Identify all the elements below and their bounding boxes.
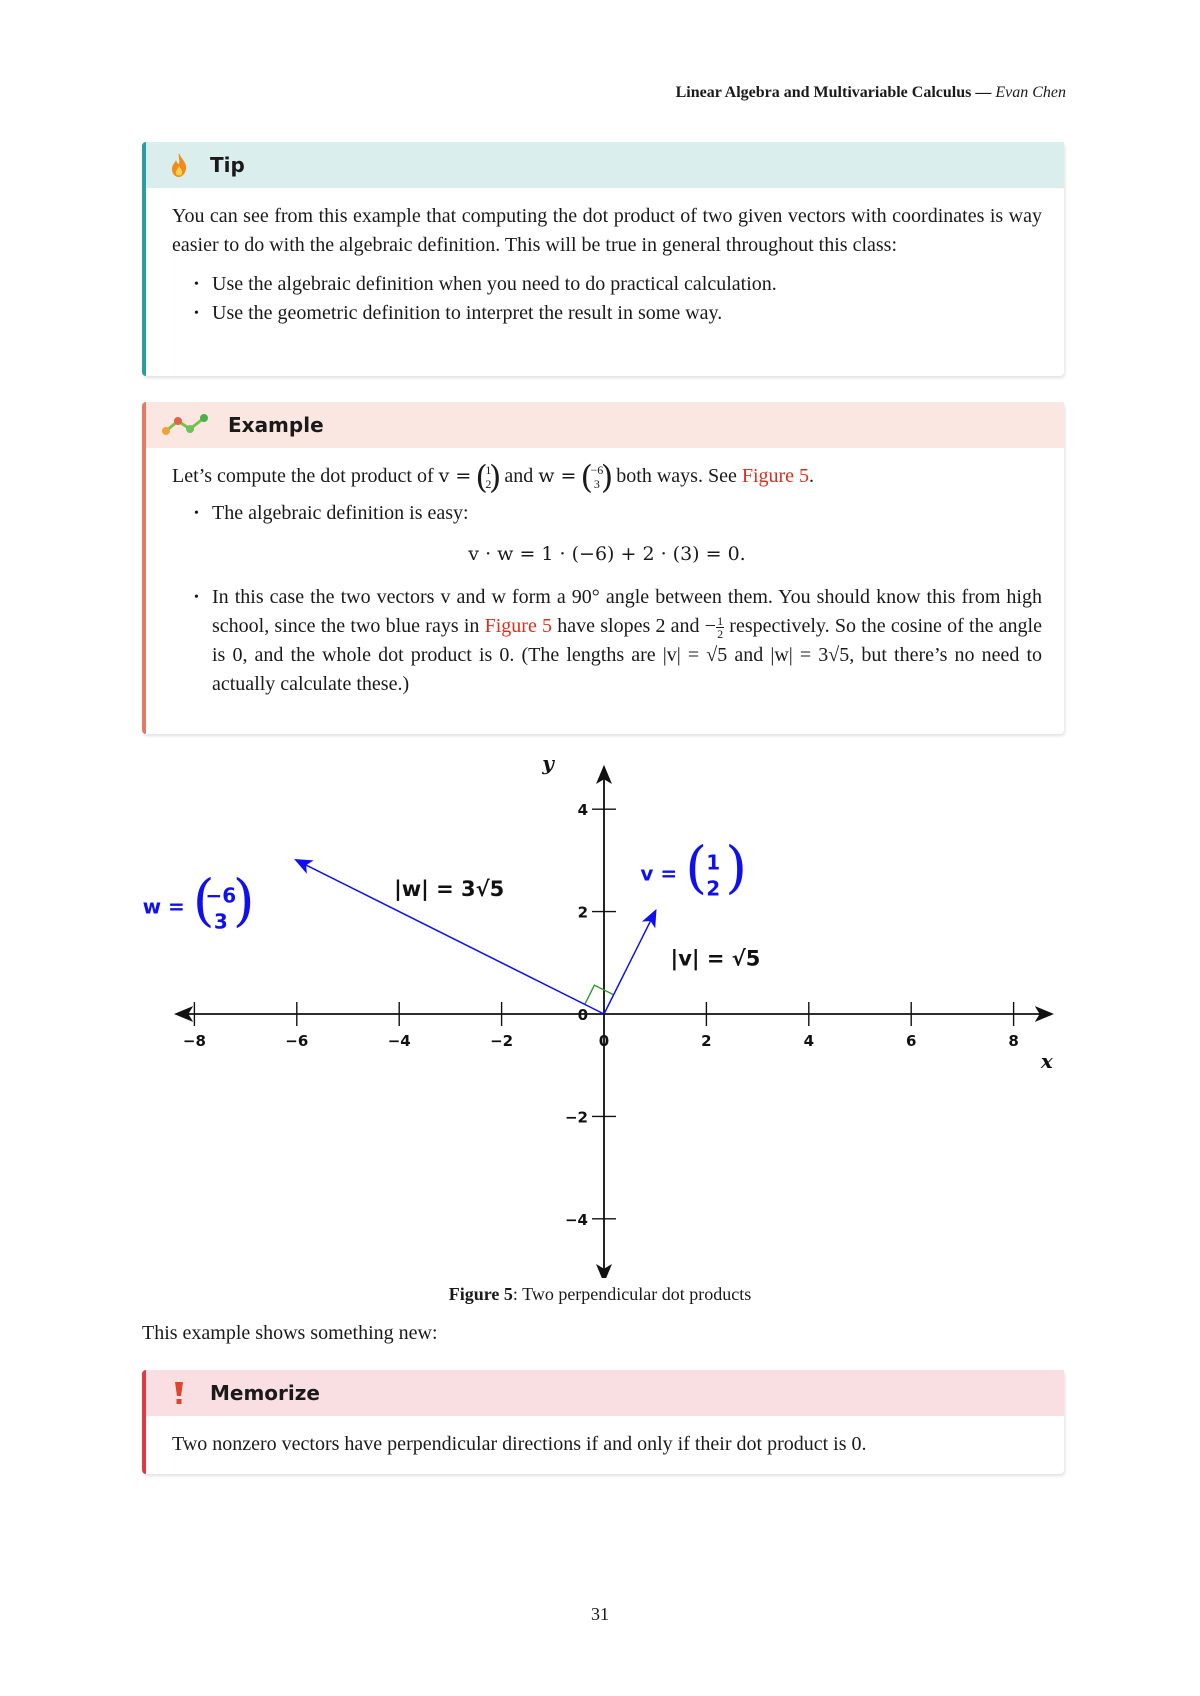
x-tick-label: −6 [285,1032,309,1050]
vector-v-length-label: |v| = √5 [670,946,761,971]
w-top-entry: ( −6 [590,463,604,478]
fraction-numerator: 1 [717,614,724,629]
vector-w-paren-left: ( [192,868,215,934]
tip-body [146,188,1064,340]
author: Evan Chen [995,84,1066,101]
vector-w-top: −6 [205,883,237,908]
fraction-one-half [716,615,724,640]
tip-label: Tip [210,153,245,177]
figure-link[interactable]: Figure 5 [741,465,810,487]
running-head [676,84,1066,102]
example-intro [172,462,1042,491]
v-column-vector [477,463,499,491]
x-tick-label: 6 [905,1032,917,1050]
flame-icon [162,152,196,178]
x-tick-label: 8 [1008,1032,1019,1050]
figure-plot [130,748,1070,1278]
example-box [142,402,1064,734]
vector-v-bottom: 2 [706,876,721,901]
bullet-text: respectively. So the cosine of the angle is 0, and the whole dot product is 0. (The lengths are |v| = √5 and |w| = 3√5, but there’s no need to actually calculate these.) [212,615,1042,696]
memorize-box [142,1370,1064,1474]
x-tick-label: 0 [598,1032,610,1050]
tip-bullet: • Use the geometric definition to interpret the result in some way. [212,299,1042,328]
example-header [146,402,1064,448]
vector-v-label: v = [640,861,678,886]
y-tick-label: 0 [577,1006,588,1024]
w-column-vector [583,463,612,491]
tip-box [142,142,1064,376]
fraction-denominator: 2 [717,627,724,642]
memorize-label: Memorize [210,1381,320,1405]
memorize-text: Two nonzero vectors have perpendicular directions if and only if their dot product is 0. [172,1433,867,1455]
body-paragraph: This example shows something new: [142,1322,438,1344]
x-tick-label: −8 [182,1032,206,1050]
example-list [172,583,1042,699]
vector-v-paren-left: ( [685,835,708,901]
vector-w-bottom: 3 [213,909,228,934]
example-bullet [212,499,1042,528]
y-tick-label: −4 [564,1210,588,1229]
vector-w-label: w = [142,894,185,919]
figure-caption-text: Two perpendicular dot products [522,1284,752,1304]
vector-v-top: 1 [706,850,721,875]
vector-w-length-label: |w| = 3√5 [394,877,505,902]
v-top-entry: ( 1 [485,463,492,478]
w-symbol: w [538,465,555,487]
book-title: Linear Algebra and Multivariable Calculus [675,84,972,101]
x-tick-label: 2 [701,1032,712,1050]
v-symbol: v [438,465,450,487]
header-separator: — [971,84,996,101]
memorize-header [146,1370,1064,1416]
bullet-text: In this case the two vectors v and w form a 90° angle between them. You should know this from high school, since the two blue rays in [212,586,1042,638]
y-tick-label: −2 [564,1108,588,1127]
y-axis-label: y [542,751,554,775]
y-tick-label: 4 [577,801,588,820]
example-label: Example [228,413,324,437]
memorize-body [146,1416,1064,1471]
and-text: and [499,465,539,487]
tip-list [172,270,1042,328]
bullet-text: The algebraic definition is easy: [212,502,469,525]
intro-text: both ways. See [611,465,742,487]
example-body [146,448,1064,711]
vector-v-arrow [604,912,655,1014]
page-number: 31 [591,1604,609,1624]
example-bullet [212,583,1042,699]
exclamation-icon [162,1380,196,1406]
bullet-text: have slopes 2 and − [552,615,717,638]
intro-text: . [809,465,815,487]
dot-product-equation: v · w = 1 · (−6) + 2 · (3) = 0. [468,543,746,566]
tip-text: You can see from this example that computing the dot product of two given vectors with coordinates is way easier to do with the algebraic definition. This will be true in general throughout this class: [172,205,1042,256]
w-bottom-entry: 3 [593,477,600,492]
intro-text: Let’s compute the dot product of [172,465,439,487]
tip-header [146,142,1064,188]
figure-link[interactable]: Figure 5 [484,615,553,638]
example-list [172,499,1042,528]
x-tick-label: 4 [803,1032,815,1050]
tip-bullet: • Use the algebraic definition when you need to do practical calculation. [212,270,1042,299]
vector-w-paren-right: ) [232,868,255,934]
equals-sign: = [554,465,583,487]
equals-sign: = [449,465,478,487]
v-bottom-entry: 2 [485,477,492,492]
right-angle-marker [585,985,614,1004]
vector-v-paren-right: ) [725,835,748,901]
x-axis-label: x [1040,1049,1053,1073]
figure-caption-label: Figure 5 [448,1284,513,1304]
trend-line-icon [162,413,210,437]
x-tick-label: −4 [387,1032,411,1050]
figure-caption-sep: : [512,1284,523,1304]
y-tick-label: 2 [577,903,588,922]
figure-caption [0,1284,1200,1305]
x-tick-label: −2 [490,1032,514,1050]
